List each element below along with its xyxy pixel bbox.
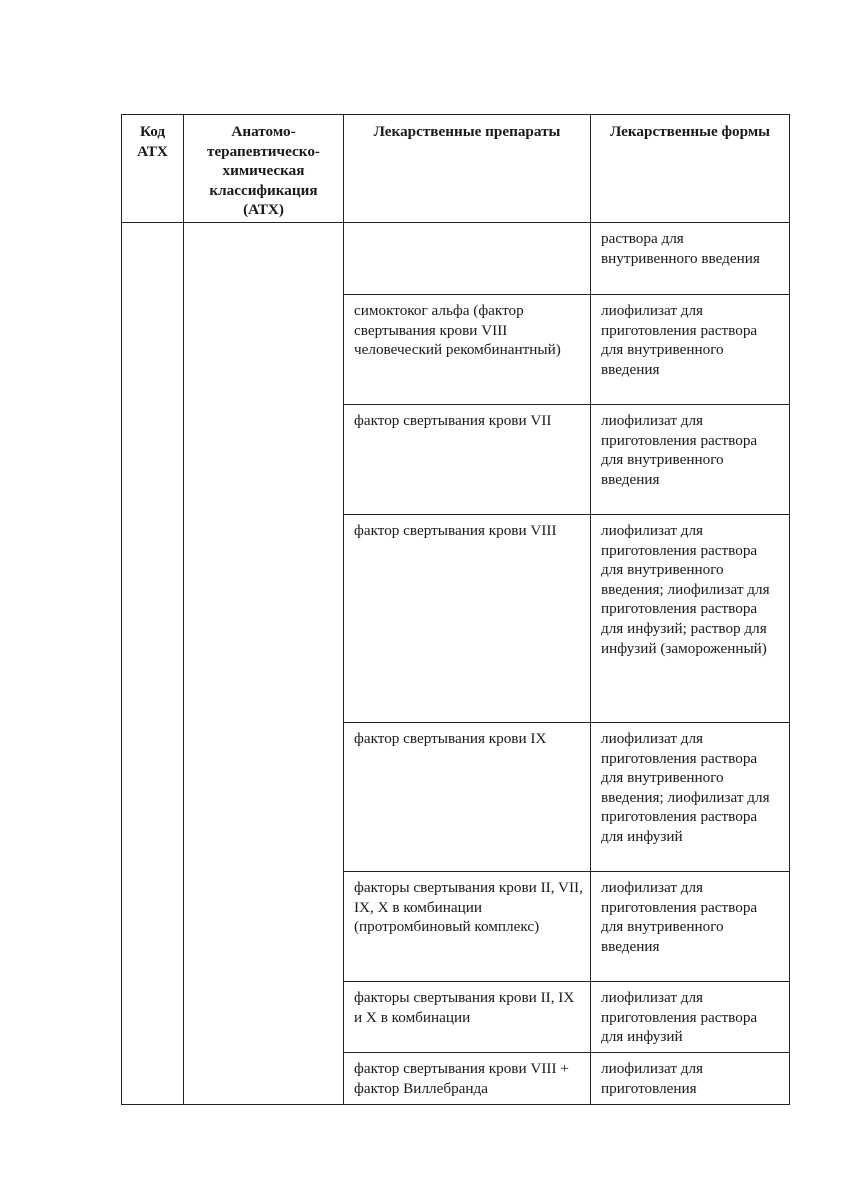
- drug-cell: фактор свертывания крови IX: [344, 723, 591, 872]
- drug-cell: фактор свертывания крови VII: [344, 405, 591, 515]
- drug-cell: [344, 223, 591, 295]
- form-cell: лиофилизат для приготовления раствора для внутривенного введения: [591, 295, 790, 405]
- drug-cell: фактор свертывания крови VIII + фактор Виллебранда: [344, 1053, 591, 1105]
- form-cell: лиофилизат для приготовления раствора для инфузий: [591, 982, 790, 1053]
- form-cell: лиофилизат для приготовления: [591, 1053, 790, 1105]
- form-cell: раствора для внутривенного введения: [591, 223, 790, 295]
- drug-list-table: [121, 114, 790, 1105]
- code-cell: [122, 223, 184, 1105]
- form-cell: лиофилизат для приготовления раствора для внутривенного введения: [591, 405, 790, 515]
- drug-cell: симоктоког альфа (фактор свертывания крови VIII человеческий рекомбинантный): [344, 295, 591, 405]
- header-classification: Анатомо-терапевтическо-химическая классификация (АТХ): [184, 115, 344, 223]
- drug-cell: фактор свертывания крови VIII: [344, 515, 591, 723]
- drug-cell: факторы свертывания крови II, VII, IX, X в комбинации (протромбиновый комплекс): [344, 872, 591, 982]
- form-cell: лиофилизат для приготовления раствора для внутривенного введения; лиофилизат для приготовления раствора для инфузий: [591, 723, 790, 872]
- header-forms: Лекарственные формы: [591, 115, 790, 223]
- form-cell: лиофилизат для приготовления раствора для внутривенного введения: [591, 872, 790, 982]
- header-drugs: Лекарственные препараты: [344, 115, 591, 223]
- header-code: Код АТХ: [122, 115, 184, 223]
- table-row: [122, 223, 790, 295]
- form-cell: лиофилизат для приготовления раствора для внутривенного введения; лиофилизат для приготовления раствора для инфузий; раствор для инфузий (замороженный): [591, 515, 790, 723]
- drug-cell: факторы свертывания крови II, IX и X в комбинации: [344, 982, 591, 1053]
- table-header-row: [122, 115, 790, 223]
- classification-cell: [184, 223, 344, 1105]
